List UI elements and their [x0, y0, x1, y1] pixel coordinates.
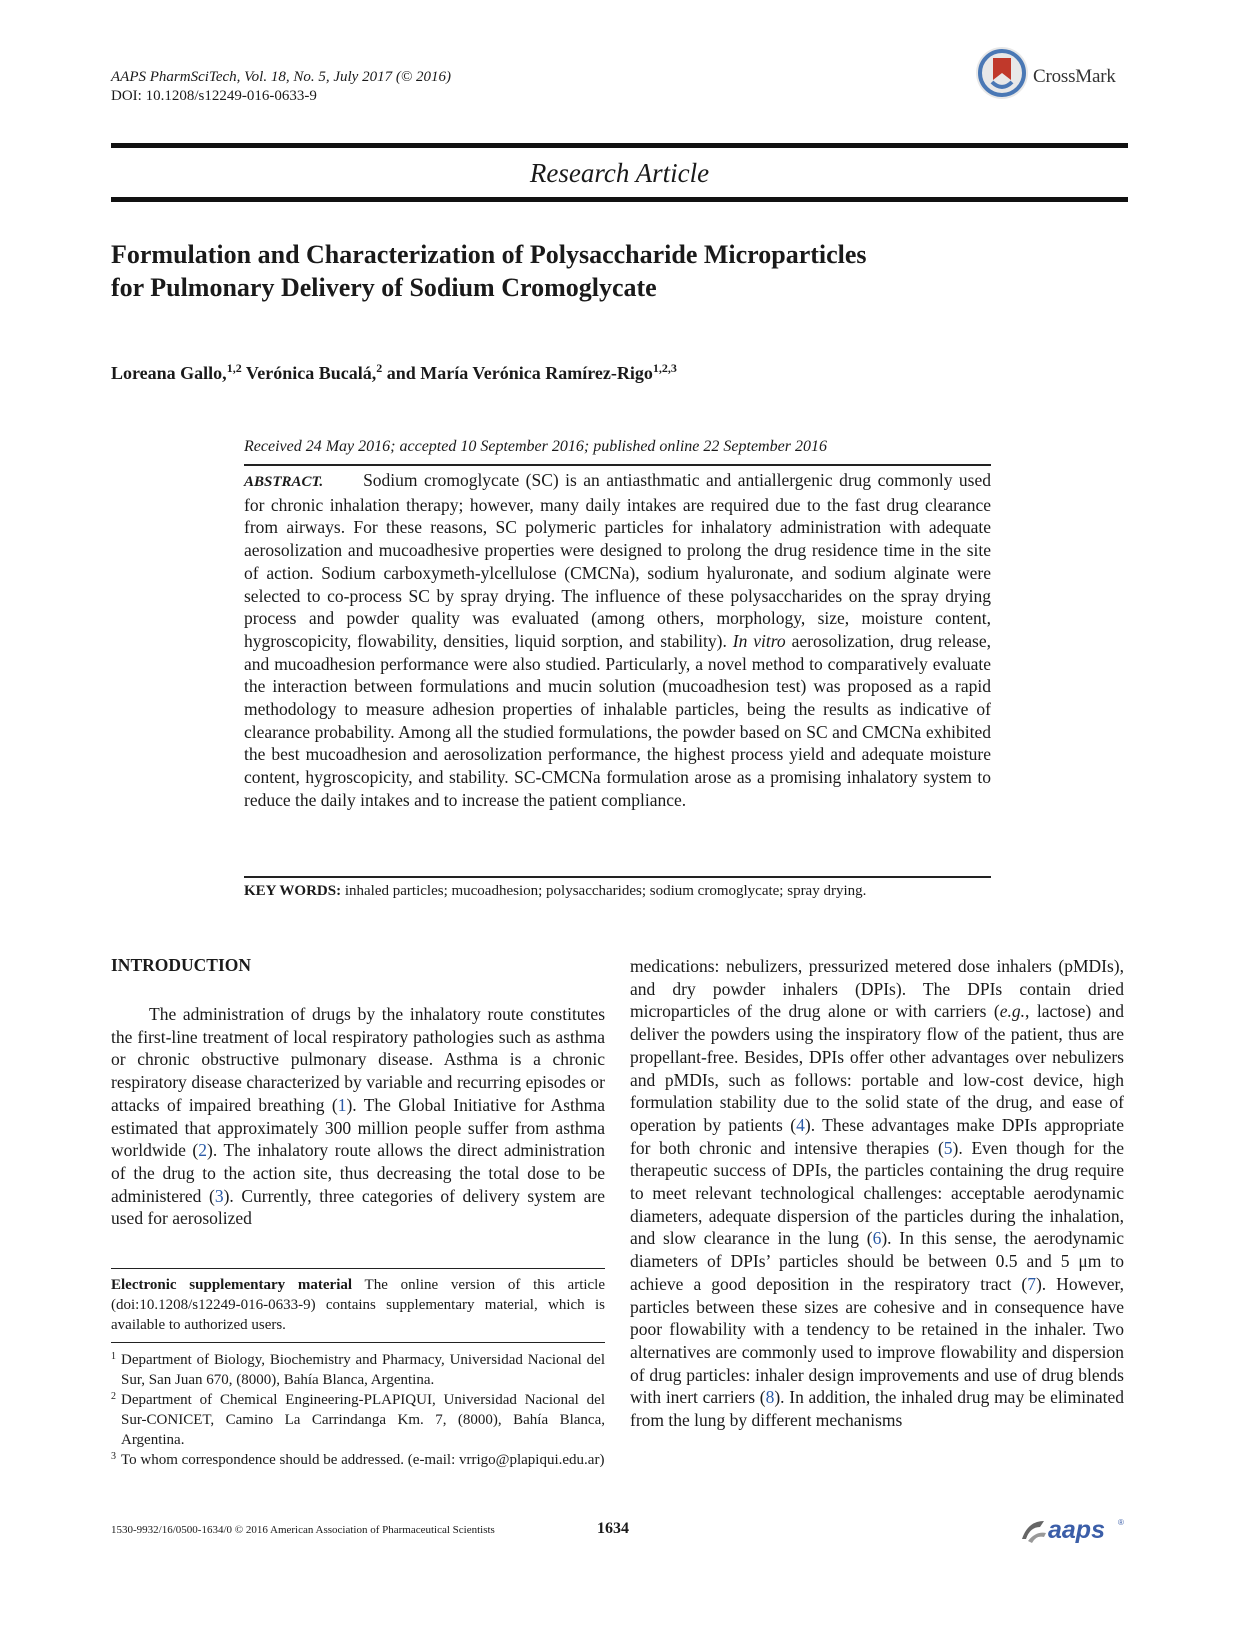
reference-link[interactable]: 4 [796, 1114, 805, 1135]
author-affiliation: 1,2 [226, 361, 242, 375]
reference-link[interactable]: 1 [337, 1094, 347, 1115]
aaps-logo-mark: ® [1118, 1518, 1124, 1527]
body-text: ). These advantages make DPIs appropriate for both chronic and intensive therapies ( [630, 1114, 1124, 1158]
abstract-text: aerosolization, drug release, and mucoadhesion performance were also studied. Particularly, a novel method to comparatively evaluate the interaction between formulations and mucin solution (mucoadhesion test) was proposed as a rapid methodology to measure adhesion properties of inhalable particles, being the results as indicative of clearance probability. Among all the studied formulations, the powder based on SC and CMCNa exhibited the best mucoadhesion and aerosolization performance, the highest process yield and adequate moisture content, hygroscopicity, and stability. SC-CMCNa formulation arose as a promising inhalatory system to reduce the daily intakes and to increase the patient compliance. [244, 630, 992, 810]
author-affiliation: 2 [376, 361, 383, 375]
title-line-2: for Pulmonary Delivery of Sodium Cromoglycate [111, 273, 657, 302]
body-text-left-column [111, 1003, 605, 1230]
body-text: , lactose) and deliver the powders using the inspiratory flow of the patient, thus are propellant-free. Besides, DPIs offer other advantages over nebulizers and pMDIs, such as follows: portable and low-cost device, high formulation stability due to the solid state of the drug, and ease of operation by patients ( [630, 1001, 1124, 1135]
body-text: ). The Global Initiative for Asthma estimated that approximately 300 million people suffer from asthma worldwide ( [111, 1094, 605, 1161]
journal-citation [111, 68, 451, 106]
article-title [111, 238, 1128, 304]
abstract-bottom-rule [244, 876, 991, 878]
supplementary-label: Electronic supplementary material [111, 1277, 353, 1293]
body-text: ). However, particles between these sizes are cohesive and in consequence have poor flowability with a tendency to be retained in the inhaler. Two alternatives are commonly used to improve flowability and dispersion of drug particles: inhaler design improvements and use of drug blends with inert carriers ( [630, 1273, 1124, 1408]
reference-link[interactable]: 6 [872, 1228, 882, 1249]
doi-line[interactable]: DOI: 10.1208/s12249-016-0633-9 [111, 88, 317, 104]
footnote [111, 1450, 605, 1470]
abstract-emphasis: In vitro [732, 630, 786, 651]
supplementary-note [111, 1275, 605, 1335]
abstract-text: Sodium cromoglycate (SC) is an antiasthmatic and antiallergenic drug commonly used for chronic inhalation therapy; however, many daily intakes are required due to the fast drug clearance from airways. For these reasons, SC polymeric particles for inhalatory administration with adequate aerosolization and mucoadhesive properties were designed to prolong the drug residence time in the site of action. Sodium carboxymeth-ylcellulose (CMCNa), sodium hyaluronate, and sodium alginate were selected to co-process SC by spray drying. The influence of these polysaccharides on the spray drying process and powder quality was evaluated (among others, morphology, size, moisture content, hygroscopicity, flowability, densities, liquid sorption, and stability). [244, 470, 991, 651]
crossmark-icon [975, 46, 1029, 100]
footnote [111, 1390, 605, 1450]
crossmark-badge[interactable] [975, 44, 1125, 106]
author-affiliation: 1,2,3 [652, 361, 677, 375]
body-text: The administration of drugs by the inhalatory route constitutes the first-line treatment of local respiratory pathologies such as asthma or chronic obstructive pulmonary disease. Asthma is a chronic respiratory disease characterized by variable and recurring episodes or attacks of impaired breathing ( [111, 1004, 605, 1115]
body-text-right-column [630, 955, 1124, 1432]
bottom-rule [111, 197, 1128, 202]
section-heading-introduction: INTRODUCTION [111, 955, 252, 975]
top-rule [111, 143, 1128, 148]
title-line-1: Formulation and Characterization of Polysaccharide Microparticles [111, 240, 867, 269]
footnote-text: Department of Chemical Engineering-PLAPIQUI, Universidad Nacional del Sur-CONICET, Camino La Carrindanga Km. 7, (8000), Bahía Blanca, Argentina. [121, 1392, 605, 1448]
reference-link[interactable]: 2 [198, 1140, 207, 1161]
body-text: ). In addition, the inhaled drug may be eliminated from the lung by different mechanisms [630, 1387, 1124, 1431]
footnote-number: 1 [111, 1351, 116, 1362]
keywords [244, 883, 866, 900]
footnote-text: To whom correspondence should be addressed. (e-mail: vrrigo@plapiqui.edu.ar) [121, 1452, 605, 1468]
keywords-label: KEY WORDS: [244, 883, 342, 899]
abstract-label: ABSTRACT. [244, 474, 324, 490]
reference-link[interactable]: 7 [1027, 1273, 1036, 1294]
reference-link[interactable]: 5 [943, 1137, 953, 1158]
journal-line: AAPS PharmSciTech, Vol. 18, No. 5, July 2017 (© 2016) [111, 69, 451, 85]
body-text: ). Currently, three categories of delivery system are used for aerosolized [111, 1185, 605, 1229]
abstract-top-rule [244, 464, 991, 466]
issn-copyright: 1530-9932/16/0500-1634/0 © 2016 American Association of Pharmaceutical Scientists [111, 1524, 495, 1536]
received-dates: Received 24 May 2016; accepted 10 September 2016; published online 22 September 2016 [244, 438, 827, 455]
aaps-logo-icon [1018, 1513, 1128, 1545]
footnote-number: 2 [111, 1391, 116, 1402]
author-name: Verónica Bucalá, [241, 363, 377, 383]
body-text: ). The inhalatory route allows the direct administration of the drug to the action site, thus decreasing the total dose to be administered ( [111, 1140, 605, 1206]
body-text: medications: nebulizers, pressurized metered dose inhalers (pMDIs), and dry powder inhalers (DPIs). The DPIs contain dried microparticles of the drug alone or with carriers ( [630, 956, 1124, 1022]
crossmark-label: CrossMark [1033, 66, 1116, 87]
article-type: Research Article [529, 158, 710, 188]
abstract [244, 469, 991, 812]
supplementary-text: The online version of this article (doi:10.1208/s12249-016-0633-9) contains supplementary material, which is available to authorized users. [111, 1277, 606, 1333]
keywords-text: inhaled particles; mucoadhesion; polysaccharides; sodium cromoglycate; spray drying. [344, 883, 867, 899]
body-text: ). Even though for the therapeutic success of DPIs, the particles containing the drug require to meet relevant technological challenges: acceptable aerodynamic diameters, adequate dispersion of the particles during the inhalation, and slow clearance in the lung ( [630, 1137, 1125, 1249]
footnote-text: Department of Biology, Biochemistry and Pharmacy, Universidad Nacional del Sur, San Juan 670, (8000), Bahía Blanca, Argentina. [121, 1352, 605, 1388]
body-text: ). In this sense, the aerodynamic diameters of DPIs’ particles should be between 0.5 and 5 μm to achieve a good deposition in the respiratory tract ( [630, 1228, 1124, 1294]
author-list [111, 362, 677, 384]
author-name: and María Verónica Ramírez-Rigo [382, 363, 653, 383]
esm-rule [111, 1268, 605, 1269]
footnote-rule [111, 1342, 605, 1343]
footnotes [111, 1350, 605, 1470]
body-text-emphasis: e.g. [999, 1001, 1025, 1022]
reference-link[interactable]: 8 [765, 1387, 775, 1408]
page-number: 1634 [597, 1520, 629, 1537]
reference-link[interactable]: 3 [214, 1185, 224, 1206]
footnote-number: 3 [111, 1451, 116, 1462]
aaps-logo-text: aaps [1048, 1516, 1105, 1544]
author-name: Loreana Gallo, [111, 363, 227, 383]
footnote [111, 1350, 605, 1390]
